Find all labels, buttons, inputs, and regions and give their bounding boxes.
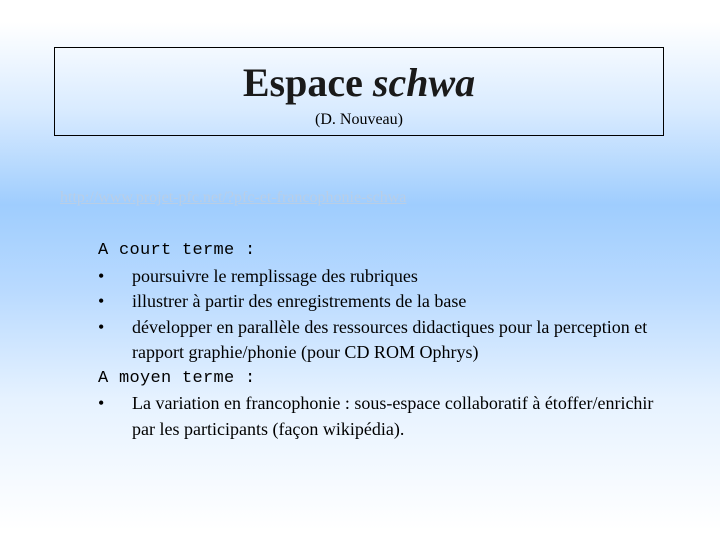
list-item-text: développer en parallèle des ressources didactiques pour la perception et rapport graphie/phonie (pour CD ROM Ophrys) xyxy=(132,316,648,362)
list-item xyxy=(98,264,658,290)
bullet-icon: • xyxy=(98,291,105,311)
slide-title xyxy=(55,61,663,105)
author-line: (D. Nouveau) xyxy=(315,111,403,128)
list-item-text: illustrer à partir des enregistrements de la base xyxy=(132,291,467,311)
bullet-icon: • xyxy=(98,265,105,286)
bullet-icon: • xyxy=(98,316,105,337)
heading-medium-term: A moyen terme : xyxy=(98,368,256,388)
list-item xyxy=(98,289,658,315)
list-item xyxy=(98,391,658,442)
bullet-icon: • xyxy=(98,393,105,413)
heading-short-term: A court terme : xyxy=(98,241,256,260)
title-box xyxy=(54,47,664,136)
content-list xyxy=(98,238,658,442)
project-link[interactable]: http://www.projet-pfc.net/?pfc-et-francophonie-schwa xyxy=(60,189,407,206)
title-main: Espace xyxy=(242,60,363,105)
list-item xyxy=(98,315,658,366)
title-italic: schwa xyxy=(372,60,476,105)
list-item-text: La variation en francophonie : sous-espace collaboratif à étoffer/enrichir par les participants (façon wikipédia). xyxy=(132,393,654,439)
list-item-text: poursuivre le remplissage des rubriques xyxy=(132,265,418,286)
